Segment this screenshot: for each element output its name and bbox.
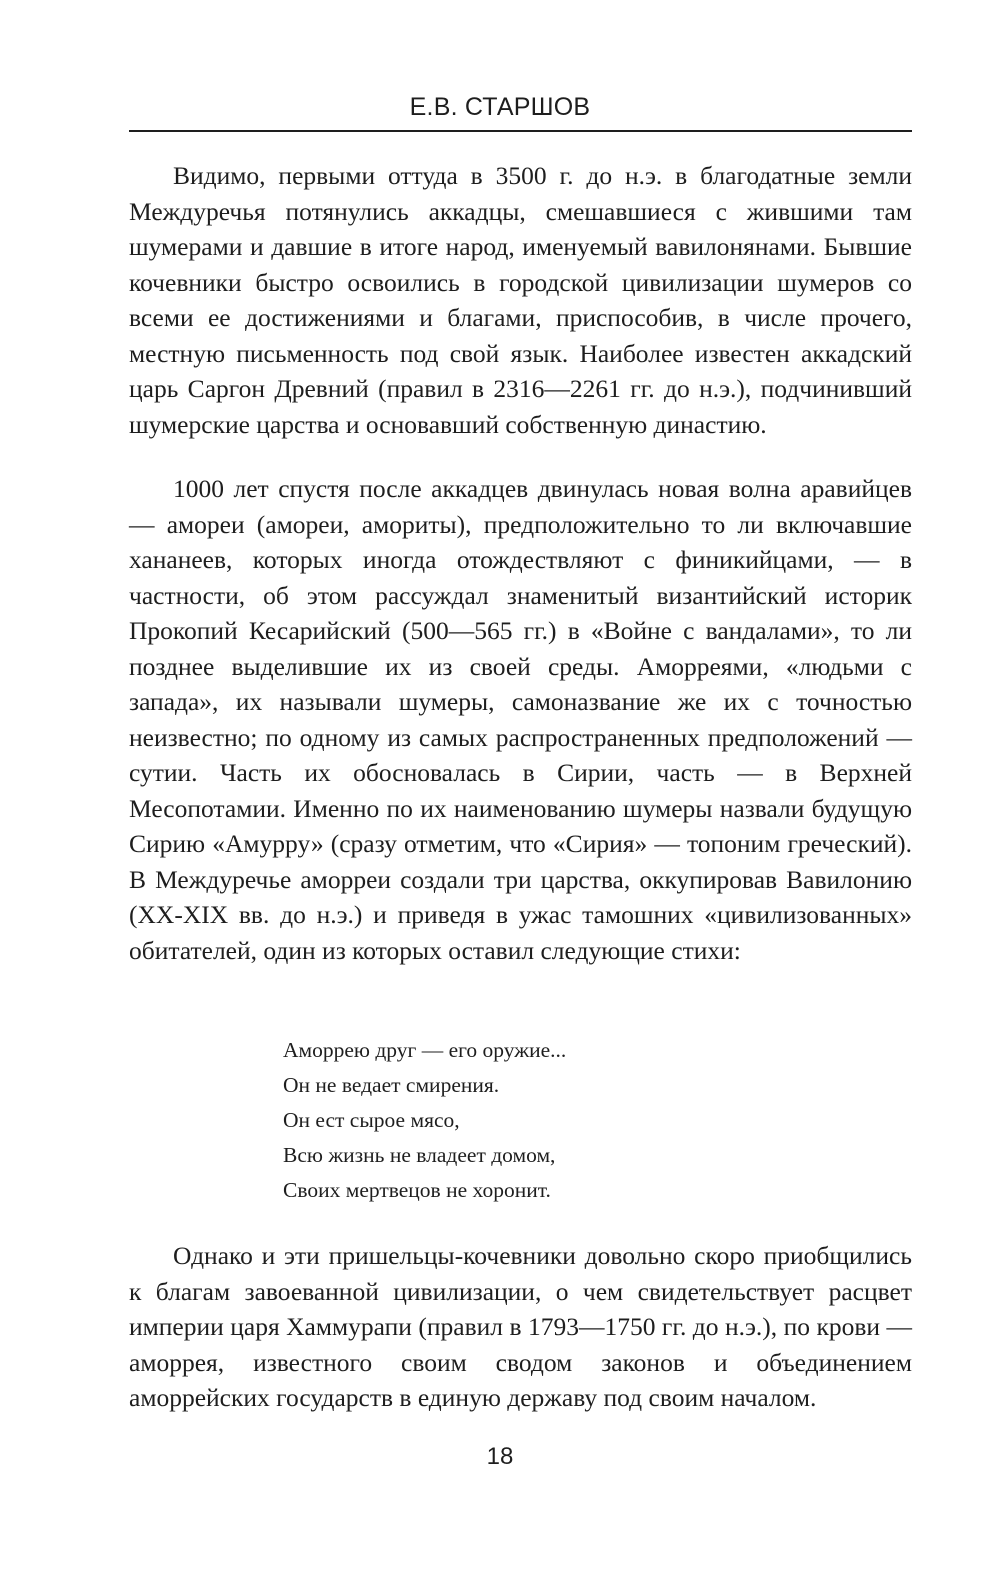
header-rule — [129, 130, 912, 132]
paragraph-2: 1000 лет спустя после аккадцев двинулась новая волна аравийцев — амореи (амореи, амориты), предположительно то ли включавшие хананеев, которых иногда отождествляют с финикийцами, — в частности, об этом рассуждал знаменитый византийский историк Прокопий Кесарийский (500—565 гг.) в «Войне с вандалами», то ли позднее выделившие их из своей среды. Аморреями, «людьми с запада», их называли шумеры, самоназвание же их с точностью неизвестно; по одному из самых распространенных предположений — сутии. Часть их обосновалась в Сирии, часть — в Верхней Месопотамии. Именно по их наименованию шумеры назвали будущую Сирию «Амурру» (сразу отметим, что «Сирия» — топоним греческий). В Междуречье аморреи создали три царства, оккупировав Вавилонию (XX-XIX вв. до н.э.) и приведя в ужас тамошних «цивилизованных» обитателей, один из которых оставил следующие стихи: — [129, 474, 912, 965]
running-header: Е.В. СТАРШОВ — [409, 93, 591, 121]
verse-line-5: Своих мертвецов не хоронит. — [283, 1178, 551, 1202]
verse-block — [283, 1033, 883, 1208]
verse-line-1: Аморрею друг — его оружие... — [283, 1038, 567, 1062]
paragraph-1: Видимо, первыми оттуда в 3500 г. до н.э. в благодатные земли Междуречья потянулись аккадцы, смешавшиеся с жившими там шумерами и давшие в итоге народ, именуемый вавилонянами. Бывшие кочевники быстро освоились в городской цивилизации шумеров со всеми ее достижениями и благами, приспособив, в числе прочего, местную письменность под свой язык. Наиболее известен аккадский царь Саргон Древний (правил в 2316—2261 гг. до н.э.), подчинивший шумерские царства и основавший собственную династию. — [129, 161, 912, 439]
paragraph-3: Однако и эти пришельцы-кочевники довольно скоро приобщились к благам завоеванной цивилизации, о чем свидетельствует расцвет империи царя Хаммурапи (правил в 1793—1750 гг. до н.э.), по крови — аморрея, известного своим сводом законов и объединением аморрейских государств в единую державу под своим началом. — [129, 1241, 912, 1412]
verse-line-2: Он не ведает смирения. — [283, 1073, 500, 1097]
verse-line-3: Он ест сырое мясо, — [283, 1108, 460, 1132]
page-number: 18 — [486, 1443, 514, 1470]
verse-line-4: Всю жизнь не владеет домом, — [283, 1143, 556, 1167]
